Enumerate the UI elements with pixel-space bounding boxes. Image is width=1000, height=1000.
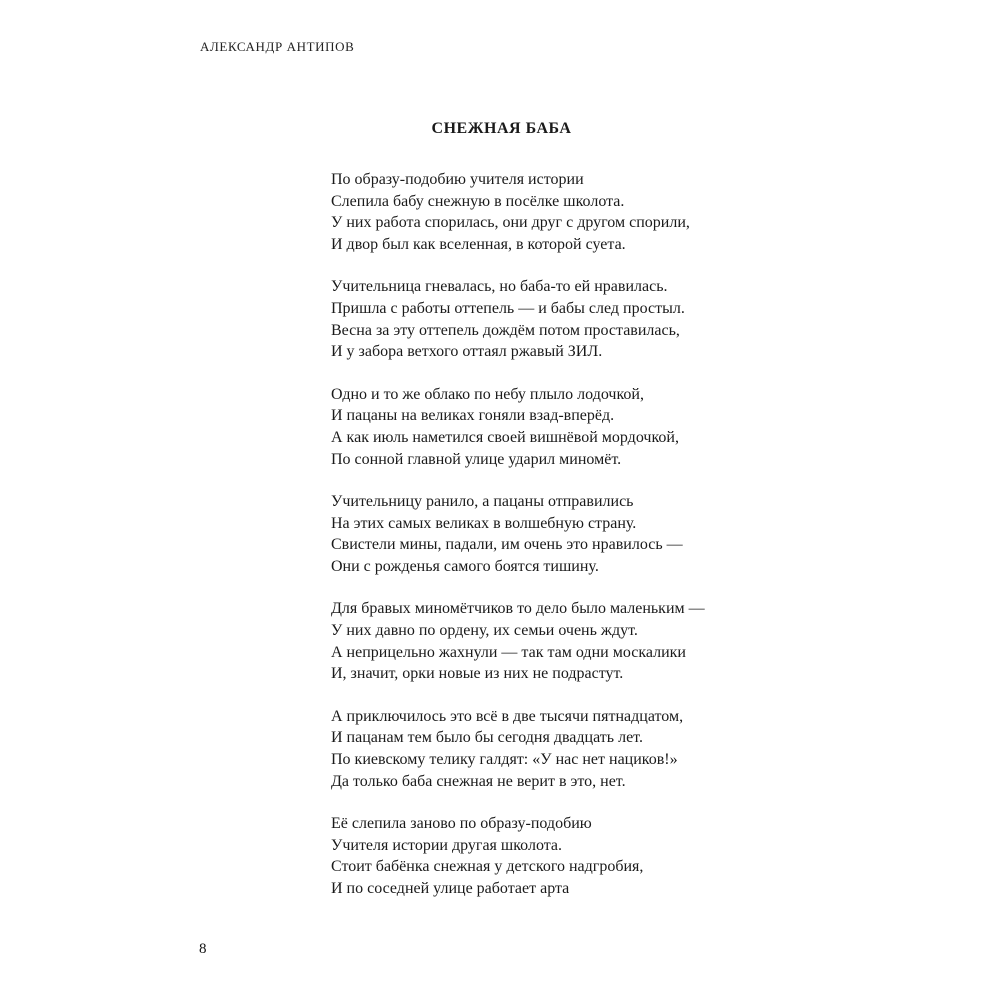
poem-line: И пацанам тем было бы сегодня двадцать лет. — [331, 729, 643, 747]
stanza-1 — [331, 169, 931, 256]
stanza-6 — [331, 706, 931, 793]
poem-line: Учительницу ранило, а пацаны отправились — [331, 493, 634, 511]
poem-line: Слепила бабу снежную в посёлке школота. — [331, 192, 625, 210]
poem-body — [331, 169, 931, 920]
poem-line: Да только баба снежная не верит в это, нет. — [331, 772, 626, 790]
stanza-4 — [331, 491, 931, 578]
poem-line: А неприцельно жахнули — так там одни москалики — [331, 643, 686, 661]
poem-line: По сонной главной улице ударил миномёт. — [331, 450, 622, 468]
poem-line: И по соседней улице работает арта — [331, 880, 570, 898]
page-number: 8 — [199, 941, 207, 957]
poem-line: А как июль наметился своей вишнёвой мордочкой, — [331, 429, 679, 447]
poem-line: Стоит бабёнка снежная у детского надгробия, — [331, 858, 644, 876]
poem-line: По киевскому телику галдят: «У нас нет нациков!» — [331, 751, 678, 769]
poem-line: Учителя истории другая школота. — [331, 836, 563, 854]
poem-line: Пришла с работы оттепель — и бабы след простыл. — [331, 300, 685, 318]
poem-line: И пацаны на великах гоняли взад-вперёд. — [331, 407, 615, 425]
poem-title: СНЕЖНАЯ БАБА — [431, 120, 572, 137]
poem-line: И двор был как вселенная, в которой суета. — [331, 236, 626, 254]
running-head: АЛЕКСАНДР АНТИПОВ — [200, 39, 355, 54]
stanza-5 — [331, 598, 931, 685]
poem-line: Весна за эту оттепель дождём потом проставилась, — [331, 321, 680, 339]
stanza-7 — [331, 813, 931, 900]
stanza-3 — [331, 384, 931, 471]
poem-line: У них давно по ордену, их семьи очень ждут. — [331, 622, 638, 640]
poem-line: На этих самых великах в волшебную страну. — [331, 514, 637, 532]
poem-line: Свистели мины, падали, им очень это нравилось — — [331, 536, 683, 554]
poem-line: Для бравых миномётчиков то дело было маленьким — — [331, 600, 705, 618]
poem-line: И, значит, орки новые из них не подрастут. — [331, 665, 624, 683]
poem-line: Учительница гневалась, но баба-то ей нравилась. — [331, 278, 668, 296]
poem-line: По образу-подобию учителя истории — [331, 171, 584, 188]
poem-line: И у забора ветхого оттаял ржавый ЗИЛ. — [331, 343, 603, 361]
poem-line: У них работа спорилась, они друг с другом спорили, — [331, 214, 690, 232]
poem-line: Они с рожденья самого боятся тишину. — [331, 558, 599, 576]
poem-line: Её слепила заново по образу-подобию — [331, 815, 592, 833]
stanza-2 — [331, 276, 931, 363]
poem-line: Одно и то же облако по небу плыло лодочкой, — [331, 385, 644, 403]
poem-line: А приключилось это всё в две тысячи пятнадцатом, — [331, 707, 684, 725]
